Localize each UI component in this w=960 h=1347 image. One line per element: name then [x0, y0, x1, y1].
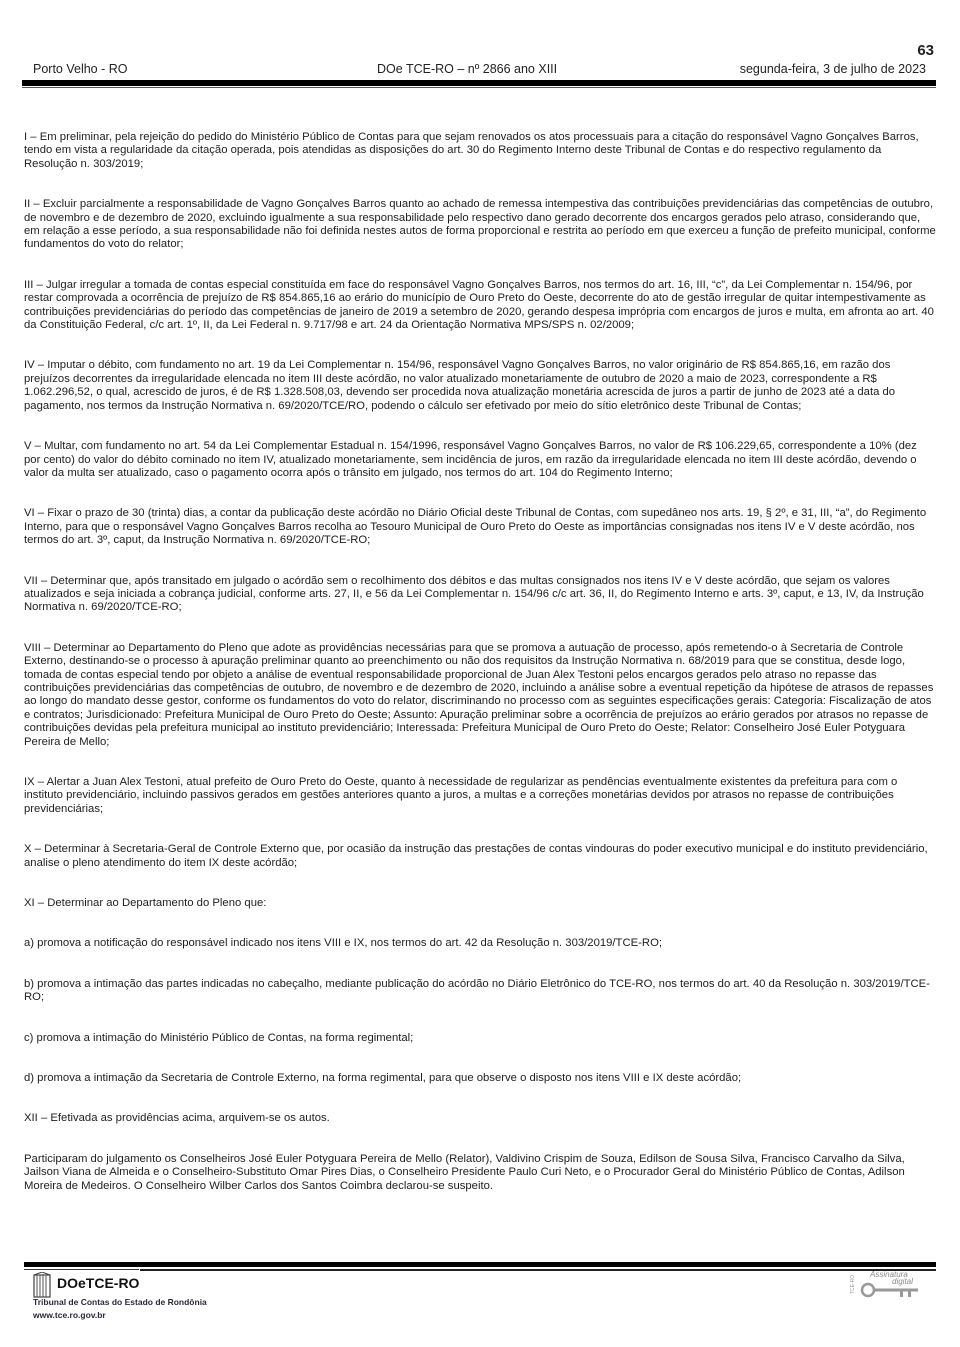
paragraph-viii: VIII – Determinar ao Departamento do Pleno que adote as providências necessárias para que se promova a autuação de processo, após remetendo-o à Secretaria de Controle Externo, destinando-se o processo à apuração preliminar quanto ao preenchimento ou não dos requisitos da Instrução Normativa n. 68/2019 para que se constitua, desde logo, tomada de contas especial tendo por objeto a análise de eventual responsabilidade proporcional de Juan Alex Testoni pelos encargos gerados pelo atraso no repasse das contribuições previdenciárias das competências de outubro, de novembro e de dezembro de 2020, incluindo a análise sobre a eventual repetição da hipótese de atrasos de repasses ao longo do mandato desse gestor, conforme os fundamentos do voto do relator, discriminando no processo com as seguintes especificações gerais: Categoria: Fiscalização de atos e contratos; Jurisdicionado: Prefeitura Municipal de Ouro Preto do Oeste; Assunto: Apuração preliminar sobre a ocorrência de prejuízos ao erário gerados por atrasos no repasse de contribuições devidas pela prefeitura municipal ao instituto previdenciário; Interessada: Prefeitura Municipal de Ouro Preto do Oeste; Relator: Conselheiro José Euler Potyguara Pereira de Mello; [24, 641, 934, 748]
page-header [33, 62, 926, 78]
svg-text:digital: digital [892, 1277, 913, 1286]
svg-text:Assinatura: Assinatura [870, 1270, 908, 1279]
header-divider-thin [22, 87, 936, 88]
paragraph-x: X – Determinar à Secretaria-Geral de Controle Externo que, por ocasião da instrução das prestações de contas vindouras do poder executivo municipal e do instituto previdenciário, analise o pleno atendimento do item IX deste acórdão; [24, 843, 928, 869]
paragraph-ix: IX – Alertar a Juan Alex Testoni, atual prefeito de Ouro Preto do Oeste, quanto à necessidade de regularizar as pendências eventualmente existentes da prefeitura para com o instituto previdenciário, incluindo passivos gerados em gestões anteriores quanto a juros, a multas e a correções monetárias devidos por atrasos no repasse de contribuições previdenciárias; [24, 776, 898, 815]
footer-logo-title: DOeTCE-RO [57, 1275, 140, 1291]
footer-divider [24, 1262, 936, 1267]
page-number: 63 [917, 42, 934, 59]
svg-text:TCE-RO: TCE-RO [850, 1274, 856, 1294]
paragraph-xi-a: a) promova a notificação do responsável indicado nos itens VIII e IX, nos termos do art. 42 da Resolução n. 303/2019/TCE-RO; [24, 937, 662, 950]
paragraph-xi-b: b) promova a intimação das partes indicadas no cabeçalho, mediante publicação do acórdão no Diário Eletrônico do TCE-RO, nos termos do art. 40 da Resolução n. 303/2019/TCE-RO; [24, 977, 930, 1004]
header-edition: DOe TCE-RO – nº 2866 ano XIII [377, 62, 558, 76]
paragraph-participants: Participaram do julgamento os Conselheiros José Euler Potyguara Pereira de Mello (Relator), Valdivino Crispim de Souza, Edilson de Sousa Silva, Francisco Carvalho da Silva, Jailson Viana de Almeida e o Conselheiro-Substituto Omar Pires Dias, o Conselheiro Presidente Paulo Curi Neto, e o Procurador Geral do Ministério Público de Contas, Adilson Moreira de Medeiros. O Conselheiro Wilber Carlos dos Santos Coimbra declarou-se suspeito. [24, 1152, 905, 1192]
paragraph-xi-c: c) promova a intimação do Ministério Público de Contas, na forma regimental; [24, 1031, 414, 1044]
header-location: Porto Velho - RO [33, 62, 128, 76]
paragraph-iv: IV – Imputar o débito, com fundamento no art. 19 da Lei Complementar n. 154/96, responsável Vagno Gonçalves Barros, no valor originário de R$ 854.865,16, em razão dos prejuízos decorrentes da irregularidade elencada no item III deste acórdão, no valor atualizado monetariamente de outubro de 2020 a maio de 2023, correspondente a R$ 1.062.296,52, o qual, acrescido de juros, é de R$ 1.328.508,03, devendo ser procedida nova atualização monetária acrescida de juros a partir de junho de 2023 até a data do pagamento, nos termos da Instrução Normativa n. 69/2020/TCE/RO, podendo o cálculo ser efetivado por meio do sítio eletrônico deste Tribunal de Contas; [24, 359, 896, 412]
header-divider [22, 80, 936, 86]
footer-subtitle: Tribunal de Contas do Estado de Rondônia [33, 1297, 207, 1307]
paragraph-vi: VI – Fixar o prazo de 30 (trinta) dias, a contar da publicação deste acórdão no Diário Oficial deste Tribunal de Contas, com supedâneo nos arts. 19, § 2º, e 31, III, “a”, do Regimento Interno, para que o responsável Vagno Gonçalves Barros recolha ao Tesouro Municipal de Ouro Preto do Oeste as importâncias consignadas nos itens IV e V deste acórdão, nos termos do art. 3º, caput, da Instrução Normativa n. 69/2020/TCE-RO; [24, 507, 927, 547]
paragraph-xi: XI – Determinar ao Departamento do Pleno que: [24, 897, 267, 910]
footer-url: www.tce.ro.gov.br [33, 1310, 106, 1320]
footer-divider-thin-right [140, 1269, 936, 1271]
digital-signature-key-icon [848, 1268, 930, 1302]
building-logo-icon [33, 1272, 51, 1298]
footer-divider-thin [24, 1269, 139, 1270]
paragraph-v: V – Multar, com fundamento no art. 54 da Lei Complementar Estadual n. 154/1996, responsável Vagno Gonçalves Barros, no valor de R$ 106.229,65, correspondente a 10% (dez por cento) do valor do débito cominado no item IV, atualizado monetariamente, sem incidência de juros, em razão da irregularidade elencada no item III deste acórdão, devendo o valor da multa ser atualizado, caso o pagamento ocorra após o trânsito em julgado, nos termos do art. 104 do Regimento Interno; [24, 440, 917, 479]
document-body [24, 128, 936, 1193]
paragraph-xi-d: d) promova a intimação da Secretaria de Controle Externo, na forma regimental, para que observe o disposto nos itens VIII e IX deste acórdão; [24, 1072, 742, 1085]
paragraph-vii: VII – Determinar que, após transitado em julgado o acórdão sem o recolhimento dos débitos e das multas consignados nos itens IV e V deste acórdão, que sejam os valores atualizados e seja iniciada a cobrança judicial, conforme arts. 27, II, e 56 da Lei Complementar n. 154/96 c/c art. 36, II, do Regimento Interno e arts. 3º, caput, e 13, IV, da Instrução Normativa n. 69/2020/TCE-RO; [24, 574, 924, 614]
paragraph-ii: II – Excluir parcialmente a responsabilidade de Vagno Gonçalves Barros quanto ao achado de remessa intempestiva das contribuições previdenciárias das competências de outubro, de novembro e de dezembro de 2020, excluindo igualmente a sua responsabilidade pelo respectivo dano gerado decorrente dos encargos gerados pelo atraso, considerando que, em relação a esse período, a sua responsabilidade não foi definida nestes autos de forma proporcional e restrita ao período em que exerceu a função de prefeito municipal, conforme fundamentos do voto do relator; [24, 198, 936, 251]
header-date: segunda-feira, 3 de julho de 2023 [739, 62, 926, 76]
paragraph-iii: III – Julgar irregular a tomada de contas especial constituída em face do responsável Vagno Gonçalves Barros, nos termos do art. 16, III, “c”, da Lei Complementar n. 154/96, por restar comprovada a ocorrência de prejuízo de R$ 854.865,16 ao erário do município de Ouro Preto do Oeste, decorrente do ato de gestão irregular de quitar intempestivamente as contribuições previdenciárias do período das competências de janeiro de 2019 a setembro de 2020, gerando despesa imprópria com encargos de juros e multa, em afronta ao art. 40 da Constituição Federal, c/c art. 1º, II, da Lei Federal n. 9.717/98 e art. 24 da Orientação Normativa MPS/SPS n. 02/2009; [24, 278, 934, 332]
paragraph-i: I – Em preliminar, pela rejeição do pedido do Ministério Público de Contas para que sejam renovados os atos processuais para a citação do responsável Vagno Gonçalves Barros, tendo em vista a regularidade da citação operada, pois atendidas as disposições do art. 30 do Regimento Interno deste Tribunal de Contas e do respectivo regulamento da Resolução n. 303/2019; [24, 131, 919, 170]
paragraph-xii: XII – Efetivada as providências acima, arquivem-se os autos. [24, 1112, 330, 1125]
